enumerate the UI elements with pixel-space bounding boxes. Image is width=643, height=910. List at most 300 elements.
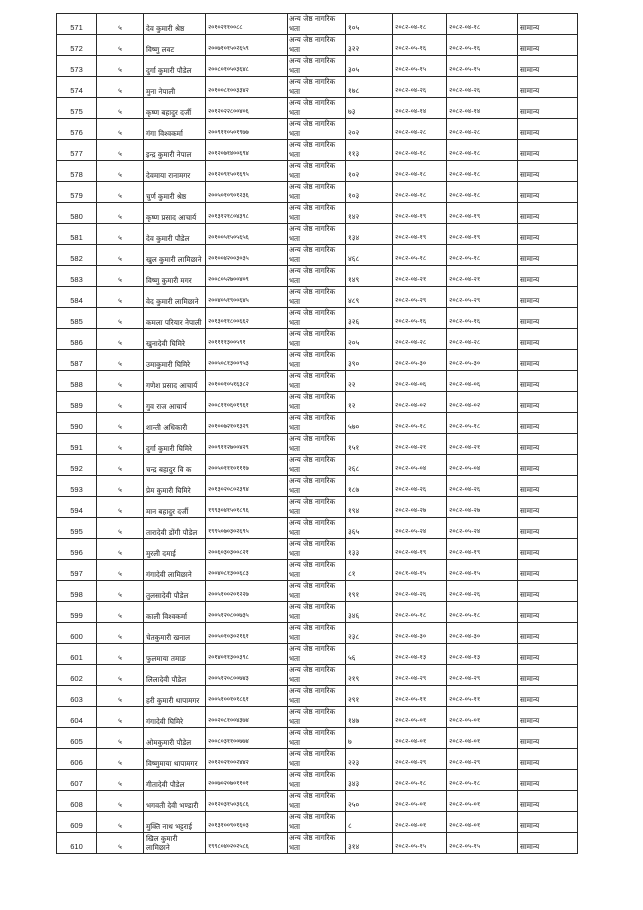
allowance-type-cell: अन्य जेष्ठ नागरिक भता bbox=[288, 602, 346, 623]
ward-cell: ५ bbox=[97, 728, 144, 749]
serial-number-cell: 582 bbox=[57, 245, 97, 266]
category-cell: सामान्य bbox=[518, 833, 578, 854]
ward-cell: ५ bbox=[97, 350, 144, 371]
name-cell: देव कुमारी पौडेल bbox=[144, 224, 206, 245]
date-cell-1: २०८२-०४-१९ bbox=[393, 203, 447, 224]
table-row bbox=[57, 266, 578, 287]
category-cell: सामान्य bbox=[518, 14, 578, 35]
category-cell: सामान्य bbox=[518, 266, 578, 287]
category-cell: सामान्य bbox=[518, 224, 578, 245]
amount-cell: १४२ bbox=[346, 203, 393, 224]
date-cell-2: २०८२-०४-२८ bbox=[447, 329, 518, 350]
ward-cell: ५ bbox=[97, 371, 144, 392]
category-cell: सामान्य bbox=[518, 518, 578, 539]
date-cell-2: २०८२-०५-११ bbox=[447, 686, 518, 707]
date-cell-2: २०८२-०४-२१ bbox=[447, 266, 518, 287]
name-cell: देवमाया रानामगर bbox=[144, 161, 206, 182]
name-cell: गंगा विश्वकर्मा bbox=[144, 119, 206, 140]
id-number-cell: २०१२०२२८००४०६ bbox=[206, 98, 288, 119]
ward-cell: ५ bbox=[97, 35, 144, 56]
name-cell: लिलादेवी पौडेल bbox=[144, 665, 206, 686]
category-cell: सामान्य bbox=[518, 98, 578, 119]
table-row bbox=[57, 497, 578, 518]
category-cell: सामान्य bbox=[518, 56, 578, 77]
date-cell-1: २०८२-०५-०१ bbox=[393, 707, 447, 728]
amount-cell: २२३ bbox=[346, 749, 393, 770]
ward-cell: ५ bbox=[97, 602, 144, 623]
ward-cell: ५ bbox=[97, 329, 144, 350]
date-cell-1: २०८२-०५-१६ bbox=[393, 308, 447, 329]
allowance-type-cell: अन्य जेष्ठ नागरिक भता bbox=[288, 581, 346, 602]
table-row bbox=[57, 770, 578, 791]
serial-number-cell: 588 bbox=[57, 371, 97, 392]
date-cell-2: २०८२-०४-०२ bbox=[447, 392, 518, 413]
table-row bbox=[57, 350, 578, 371]
id-number-cell: २०१०२११००८८ bbox=[206, 14, 288, 35]
serial-number-cell: 607 bbox=[57, 770, 97, 791]
category-cell: सामान्य bbox=[518, 203, 578, 224]
category-cell: सामान्य bbox=[518, 140, 578, 161]
amount-cell: १३४ bbox=[346, 224, 393, 245]
date-cell-2: २०८२-०५-१५ bbox=[447, 56, 518, 77]
date-cell-2: २०८२-०५-०१ bbox=[447, 791, 518, 812]
name-cell: चेतकुमारी खनाल bbox=[144, 623, 206, 644]
allowance-type-cell: अन्य जेष्ठ नागरिक भता bbox=[288, 203, 346, 224]
amount-cell: १०३ bbox=[346, 182, 393, 203]
date-cell-2: २०८२-०४-३० bbox=[447, 623, 518, 644]
category-cell: सामान्य bbox=[518, 686, 578, 707]
ward-cell: ५ bbox=[97, 455, 144, 476]
name-cell: मुना नेपाली bbox=[144, 77, 206, 98]
table-row bbox=[57, 707, 578, 728]
amount-cell: ३६५ bbox=[346, 518, 393, 539]
category-cell: सामान्य bbox=[518, 728, 578, 749]
serial-number-cell: 594 bbox=[57, 497, 97, 518]
table-row bbox=[57, 665, 578, 686]
allowance-type-cell: अन्य जेष्ठ नागरिक भता bbox=[288, 455, 346, 476]
ward-cell: ५ bbox=[97, 161, 144, 182]
table-row bbox=[57, 329, 578, 350]
allowance-type-cell: अन्य जेष्ठ नागरिक भता bbox=[288, 812, 346, 833]
amount-cell: ८ bbox=[346, 812, 393, 833]
ward-cell: ५ bbox=[97, 434, 144, 455]
serial-number-cell: 592 bbox=[57, 455, 97, 476]
date-cell-1: २०८२-०४-१३ bbox=[393, 644, 447, 665]
serial-number-cell: 610 bbox=[57, 833, 97, 854]
amount-cell: २०२ bbox=[346, 119, 393, 140]
date-cell-1: २०८२-०५-२९ bbox=[393, 287, 447, 308]
date-cell-2: २०८२-०५-२४ bbox=[447, 518, 518, 539]
date-cell-1: २०८२-०५-१८ bbox=[393, 602, 447, 623]
id-number-cell: २००६०३०३००८२१ bbox=[206, 539, 288, 560]
id-number-cell: २०१३०२०८०२३९४ bbox=[206, 476, 288, 497]
date-cell-1: २०८२-०४-०१ bbox=[393, 728, 447, 749]
name-cell: गीतादेवी पौडेल bbox=[144, 770, 206, 791]
category-cell: सामान्य bbox=[518, 623, 578, 644]
table-row bbox=[57, 98, 578, 119]
category-cell: सामान्य bbox=[518, 707, 578, 728]
amount-cell: ७ bbox=[346, 728, 393, 749]
serial-number-cell: 590 bbox=[57, 413, 97, 434]
name-cell: कमला परियार नेपाली bbox=[144, 308, 206, 329]
id-number-cell: २००५०१११०१११७ bbox=[206, 455, 288, 476]
serial-number-cell: 605 bbox=[57, 728, 97, 749]
amount-cell: १७८ bbox=[346, 77, 393, 98]
allowance-type-cell: अन्य जेष्ठ नागरिक भता bbox=[288, 371, 346, 392]
date-cell-1: २०८२-०५-१८ bbox=[393, 245, 447, 266]
id-number-cell: २००५१००२०१२२७ bbox=[206, 581, 288, 602]
id-number-cell: २०१३१००९०१६०३ bbox=[206, 812, 288, 833]
ward-cell: ५ bbox=[97, 56, 144, 77]
table-row bbox=[57, 434, 578, 455]
name-cell: उमाकुमारी घिमिरे bbox=[144, 350, 206, 371]
date-cell-2: २०८२-०४-१८ bbox=[447, 161, 518, 182]
ward-cell: ५ bbox=[97, 539, 144, 560]
date-cell-2: २०८२-०५-१८ bbox=[447, 413, 518, 434]
id-number-cell: २०१२०३१५०३६८६ bbox=[206, 791, 288, 812]
name-cell: कृष्ण बहादुर दर्जी bbox=[144, 98, 206, 119]
ward-cell: ५ bbox=[97, 581, 144, 602]
ward-cell: ५ bbox=[97, 119, 144, 140]
category-cell: सामान्य bbox=[518, 119, 578, 140]
allowance-type-cell: अन्य जेष्ठ नागरिक भता bbox=[288, 350, 346, 371]
date-cell-1: २०८२-०४-२१ bbox=[393, 266, 447, 287]
name-cell: तुलसादेवी पौडेल bbox=[144, 581, 206, 602]
date-cell-1: २०८२-०५-०४ bbox=[393, 455, 447, 476]
beneficiary-table bbox=[56, 13, 578, 854]
date-cell-2: २०८२-०५-१८ bbox=[447, 245, 518, 266]
amount-cell: ३२२ bbox=[346, 35, 393, 56]
id-number-cell: २००५०१०३०२१६१ bbox=[206, 623, 288, 644]
date-cell-2: २०८२-०४-२६ bbox=[447, 77, 518, 98]
table-row bbox=[57, 161, 578, 182]
date-cell-2: २०८२-०४-२७ bbox=[447, 497, 518, 518]
name-cell: गंगादेवी लामिछाने bbox=[144, 560, 206, 581]
date-cell-1: २०८२-०४-१८ bbox=[393, 161, 447, 182]
amount-cell: ८१ bbox=[346, 560, 393, 581]
serial-number-cell: 608 bbox=[57, 791, 97, 812]
table-row bbox=[57, 749, 578, 770]
ward-cell: ५ bbox=[97, 476, 144, 497]
allowance-type-cell: अन्य जेष्ठ नागरिक भता bbox=[288, 392, 346, 413]
date-cell-1: २०८२-०४-३० bbox=[393, 623, 447, 644]
date-cell-1: २०८२-०४-१४ bbox=[393, 98, 447, 119]
name-cell: चन्द्र बहादुर वि क bbox=[144, 455, 206, 476]
date-cell-1: २०८१-०४-१५ bbox=[393, 560, 447, 581]
allowance-type-cell: अन्य जेष्ठ नागरिक भता bbox=[288, 791, 346, 812]
serial-number-cell: 585 bbox=[57, 308, 97, 329]
allowance-type-cell: अन्य जेष्ठ नागरिक भता bbox=[288, 245, 346, 266]
date-cell-1: २०८२-०४-२९ bbox=[393, 665, 447, 686]
date-cell-2: २०८२-०५-३० bbox=[447, 350, 518, 371]
allowance-type-cell: अन्य जेष्ठ नागरिक भता bbox=[288, 560, 346, 581]
serial-number-cell: 601 bbox=[57, 644, 97, 665]
date-cell-1: २०८२-०४-१९ bbox=[393, 224, 447, 245]
ward-cell: ५ bbox=[97, 98, 144, 119]
allowance-type-cell: अन्य जेष्ठ नागरिक भता bbox=[288, 329, 346, 350]
date-cell-2: २०८२-०५-१८ bbox=[447, 770, 518, 791]
amount-cell: १०२ bbox=[346, 161, 393, 182]
serial-number-cell: 593 bbox=[57, 476, 97, 497]
amount-cell: १५१ bbox=[346, 434, 393, 455]
ward-cell: ५ bbox=[97, 14, 144, 35]
date-cell-1: २०८२-०५-२४ bbox=[393, 518, 447, 539]
allowance-type-cell: अन्य जेष्ठ नागरिक भता bbox=[288, 686, 346, 707]
amount-cell: ३४६ bbox=[346, 602, 393, 623]
amount-cell: १०५ bbox=[346, 14, 393, 35]
category-cell: सामान्य bbox=[518, 182, 578, 203]
table-row bbox=[57, 455, 578, 476]
serial-number-cell: 571 bbox=[57, 14, 97, 35]
table-row bbox=[57, 812, 578, 833]
name-cell: प्रेम कुमारी घिमिरे bbox=[144, 476, 206, 497]
id-number-cell: २०१२०९१५०१६९५ bbox=[206, 161, 288, 182]
table-row bbox=[57, 56, 578, 77]
serial-number-cell: 579 bbox=[57, 182, 97, 203]
serial-number-cell: 589 bbox=[57, 392, 97, 413]
amount-cell: १८७ bbox=[346, 476, 393, 497]
serial-number-cell: 583 bbox=[57, 266, 97, 287]
table-row bbox=[57, 308, 578, 329]
date-cell-1: २०८२-०५-३० bbox=[393, 350, 447, 371]
name-cell: काली विश्वकर्मा bbox=[144, 602, 206, 623]
id-number-cell: १९९५०७०३०२६९५ bbox=[206, 518, 288, 539]
table-row bbox=[57, 602, 578, 623]
serial-number-cell: 606 bbox=[57, 749, 97, 770]
ward-cell: ५ bbox=[97, 497, 144, 518]
date-cell-2: २०८२-०४-२८ bbox=[447, 119, 518, 140]
amount-cell: ३१४ bbox=[346, 833, 393, 854]
allowance-type-cell: अन्य जेष्ठ नागरिक भता bbox=[288, 497, 346, 518]
category-cell: सामान्य bbox=[518, 371, 578, 392]
amount-cell: २५० bbox=[346, 791, 393, 812]
amount-cell: १४७ bbox=[346, 707, 393, 728]
date-cell-1: २०८२-०४-२६ bbox=[393, 77, 447, 98]
serial-number-cell: 591 bbox=[57, 434, 97, 455]
id-number-cell: २०१४०११३००३९८ bbox=[206, 644, 288, 665]
name-cell: मुक्ति नाथ भट्टराई bbox=[144, 812, 206, 833]
name-cell: खिल कुमारी लामिछाने bbox=[144, 833, 206, 854]
serial-number-cell: 573 bbox=[57, 56, 97, 77]
id-number-cell: २००७०२०७०११०१ bbox=[206, 770, 288, 791]
date-cell-1: २०८२-०५-१५ bbox=[393, 56, 447, 77]
allowance-type-cell: अन्य जेष्ठ नागरिक भता bbox=[288, 707, 346, 728]
allowance-type-cell: अन्य जेष्ठ नागरिक भता bbox=[288, 266, 346, 287]
date-cell-2: २०८२-०४-१९ bbox=[447, 203, 518, 224]
category-cell: सामान्य bbox=[518, 770, 578, 791]
serial-number-cell: 572 bbox=[57, 35, 97, 56]
allowance-type-cell: अन्य जेष्ठ नागरिक भता bbox=[288, 56, 346, 77]
allowance-type-cell: अन्य जेष्ठ नागरिक भता bbox=[288, 308, 346, 329]
ward-cell: ५ bbox=[97, 77, 144, 98]
category-cell: सामान्य bbox=[518, 476, 578, 497]
name-cell: फुलमाया तमाङ bbox=[144, 644, 206, 665]
id-number-cell: २०१३०११८००६६२ bbox=[206, 308, 288, 329]
amount-cell: ३४३ bbox=[346, 770, 393, 791]
table-row bbox=[57, 35, 578, 56]
id-number-cell: २००५१२०८००७३५ bbox=[206, 602, 288, 623]
category-cell: सामान्य bbox=[518, 77, 578, 98]
category-cell: सामान्य bbox=[518, 434, 578, 455]
serial-number-cell: 576 bbox=[57, 119, 97, 140]
category-cell: सामान्य bbox=[518, 602, 578, 623]
date-cell-1: २०८२-०४-०६ bbox=[393, 371, 447, 392]
category-cell: सामान्य bbox=[518, 497, 578, 518]
allowance-type-cell: अन्य जेष्ठ नागरिक भता bbox=[288, 77, 346, 98]
allowance-type-cell: अन्य जेष्ठ नागरिक भता bbox=[288, 119, 346, 140]
date-cell-1: २०८२-०४-१९ bbox=[393, 539, 447, 560]
name-cell: इन्द्र कुमारी नेपाल bbox=[144, 140, 206, 161]
date-cell-2: २०८२-०४-१४ bbox=[447, 98, 518, 119]
name-cell: दुर्गा कुमारी पौडेल bbox=[144, 56, 206, 77]
date-cell-2: २०८२-०५-१५ bbox=[447, 833, 518, 854]
id-number-cell: २००९११०५०१९७७ bbox=[206, 119, 288, 140]
table-row bbox=[57, 686, 578, 707]
date-cell-2: २०८२-०४-१८ bbox=[447, 140, 518, 161]
date-cell-1: २०८२-०४-२८ bbox=[393, 329, 447, 350]
table-row bbox=[57, 77, 578, 98]
date-cell-2: २०८२-०४-१८ bbox=[447, 182, 518, 203]
id-number-cell: २०१००७२१०१३२९ bbox=[206, 413, 288, 434]
name-cell: वेद कुमारी लामिछाने bbox=[144, 287, 206, 308]
serial-number-cell: 597 bbox=[57, 560, 97, 581]
table-row bbox=[57, 476, 578, 497]
serial-number-cell: 598 bbox=[57, 581, 97, 602]
name-cell: हरी कुमारी थापामगर bbox=[144, 686, 206, 707]
date-cell-1: २०८२-०४-२६ bbox=[393, 581, 447, 602]
serial-number-cell: 595 bbox=[57, 518, 97, 539]
allowance-type-cell: अन्य जेष्ठ नागरिक भता bbox=[288, 665, 346, 686]
serial-number-cell: 596 bbox=[57, 539, 97, 560]
table-row bbox=[57, 560, 578, 581]
table-row bbox=[57, 413, 578, 434]
date-cell-1: २०८२-०४-१८ bbox=[393, 140, 447, 161]
ward-cell: ५ bbox=[97, 749, 144, 770]
amount-cell: १३३ bbox=[346, 539, 393, 560]
date-cell-1: २०८२-०४-२१ bbox=[393, 434, 447, 455]
id-number-cell: २००५१२०८००७४३ bbox=[206, 665, 288, 686]
id-number-cell: २००५१००१०१८६१ bbox=[206, 686, 288, 707]
serial-number-cell: 577 bbox=[57, 140, 97, 161]
date-cell-2: २०८२-०४-०१ bbox=[447, 728, 518, 749]
amount-cell: ३०५ bbox=[346, 56, 393, 77]
table-row bbox=[57, 203, 578, 224]
id-number-cell: २०१२०७१४००६९४ bbox=[206, 140, 288, 161]
date-cell-1: २०८२-०४-०१ bbox=[393, 812, 447, 833]
amount-cell: १२ bbox=[346, 392, 393, 413]
table-row bbox=[57, 371, 578, 392]
id-number-cell: २०१००४२००३०३५ bbox=[206, 245, 288, 266]
allowance-type-cell: अन्य जेष्ठ नागरिक भता bbox=[288, 518, 346, 539]
allowance-type-cell: अन्य जेष्ठ नागरिक भता bbox=[288, 539, 346, 560]
allowance-type-cell: अन्य जेष्ठ नागरिक भता bbox=[288, 749, 346, 770]
category-cell: सामान्य bbox=[518, 791, 578, 812]
name-cell: विष्णु लवट bbox=[144, 35, 206, 56]
id-number-cell: २०१३१२१८०४३९८ bbox=[206, 203, 288, 224]
category-cell: सामान्य bbox=[518, 308, 578, 329]
ward-cell: ५ bbox=[97, 392, 144, 413]
ward-cell: ५ bbox=[97, 560, 144, 581]
table-row bbox=[57, 539, 578, 560]
allowance-type-cell: अन्य जेष्ठ नागरिक भता bbox=[288, 728, 346, 749]
id-number-cell: २००२०८१००४३७४ bbox=[206, 707, 288, 728]
category-cell: सामान्य bbox=[518, 35, 578, 56]
serial-number-cell: 586 bbox=[57, 329, 97, 350]
date-cell-1: २०८२-०४-२७ bbox=[393, 497, 447, 518]
amount-cell: २६८ bbox=[346, 455, 393, 476]
table-row bbox=[57, 140, 578, 161]
amount-cell: ३९० bbox=[346, 350, 393, 371]
date-cell-2: २०८२-०५-१८ bbox=[447, 602, 518, 623]
allowance-type-cell: अन्य जेष्ठ नागरिक भता bbox=[288, 623, 346, 644]
allowance-type-cell: अन्य जेष्ठ नागरिक भता bbox=[288, 833, 346, 854]
ward-cell: ५ bbox=[97, 665, 144, 686]
category-cell: सामान्य bbox=[518, 413, 578, 434]
name-cell: ओमकुमारी पौडेल bbox=[144, 728, 206, 749]
allowance-type-cell: अन्य जेष्ठ नागरिक भता bbox=[288, 413, 346, 434]
serial-number-cell: 602 bbox=[57, 665, 97, 686]
allowance-type-cell: अन्य जेष्ठ नागरिक भता bbox=[288, 224, 346, 245]
category-cell: सामान्य bbox=[518, 560, 578, 581]
date-cell-1: २०८२-०४-२८ bbox=[393, 119, 447, 140]
category-cell: सामान्य bbox=[518, 455, 578, 476]
amount-cell: ११३ bbox=[346, 140, 393, 161]
name-cell: देव कुमारी श्रेष्ठ bbox=[144, 14, 206, 35]
id-number-cell: १९९३०४१५०१८९६ bbox=[206, 497, 288, 518]
id-number-cell: २०११११३००५९१ bbox=[206, 329, 288, 350]
date-cell-1: २०८२-०५-०१ bbox=[393, 791, 447, 812]
amount-cell: ४८९ bbox=[346, 287, 393, 308]
table-row bbox=[57, 518, 578, 539]
date-cell-1: २०८२-०४-२९ bbox=[393, 749, 447, 770]
date-cell-1: २०८२-०४-०२ bbox=[393, 392, 447, 413]
name-cell: दुर्गा कुमारी घिमिरे bbox=[144, 434, 206, 455]
date-cell-2: २०८२-०५-१६ bbox=[447, 308, 518, 329]
serial-number-cell: 574 bbox=[57, 77, 97, 98]
table-row bbox=[57, 245, 578, 266]
category-cell: सामान्य bbox=[518, 581, 578, 602]
table-row bbox=[57, 119, 578, 140]
name-cell: चुर्ण कुमारी श्रेष्ठ bbox=[144, 182, 206, 203]
table-row bbox=[57, 791, 578, 812]
date-cell-2: २०८२-०४-२९ bbox=[447, 665, 518, 686]
name-cell: विष्णुमाया थापामगर bbox=[144, 749, 206, 770]
date-cell-2: २०८२-०४-१९ bbox=[447, 539, 518, 560]
date-cell-2: २०८२-०४-०६ bbox=[447, 371, 518, 392]
date-cell-2: २०८२-०५-२९ bbox=[447, 287, 518, 308]
date-cell-2: २०८२-०४-०१ bbox=[447, 812, 518, 833]
serial-number-cell: 581 bbox=[57, 224, 97, 245]
serial-number-cell: 609 bbox=[57, 812, 97, 833]
allowance-type-cell: अन्य जेष्ठ नागरिक भता bbox=[288, 434, 346, 455]
table-row bbox=[57, 623, 578, 644]
date-cell-1: २०८२-०५-१८ bbox=[393, 770, 447, 791]
serial-number-cell: 600 bbox=[57, 623, 97, 644]
allowance-type-cell: अन्य जेष्ठ नागरिक भता bbox=[288, 644, 346, 665]
category-cell: सामान्य bbox=[518, 287, 578, 308]
table-row bbox=[57, 581, 578, 602]
amount-cell: २०५ bbox=[346, 329, 393, 350]
amount-cell: १९४ bbox=[346, 497, 393, 518]
category-cell: सामान्य bbox=[518, 161, 578, 182]
name-cell: गुव राज आचार्य bbox=[144, 392, 206, 413]
name-cell: भगवती देवी भण्डारी bbox=[144, 791, 206, 812]
serial-number-cell: 603 bbox=[57, 686, 97, 707]
category-cell: सामान्य bbox=[518, 350, 578, 371]
date-cell-1: २०८२-०५-१६ bbox=[393, 35, 447, 56]
table-row bbox=[57, 287, 578, 308]
serial-number-cell: 580 bbox=[57, 203, 97, 224]
